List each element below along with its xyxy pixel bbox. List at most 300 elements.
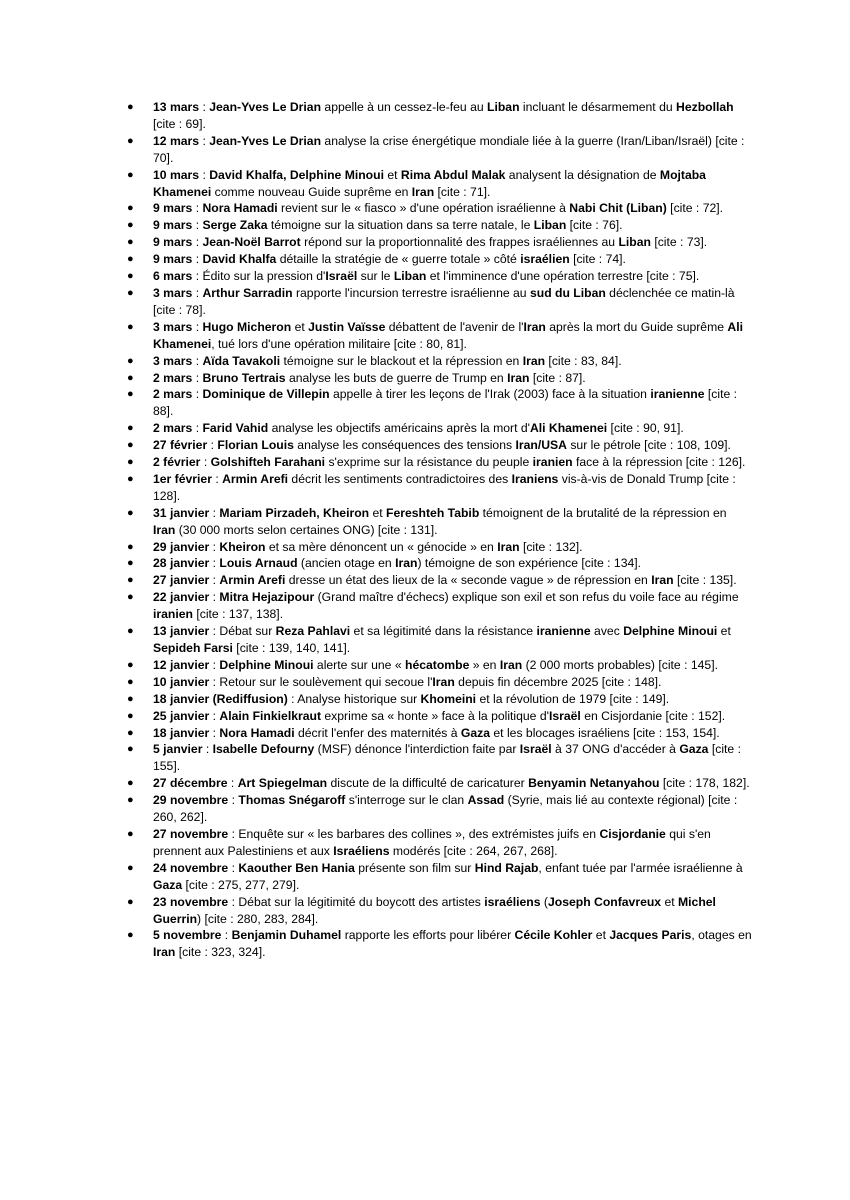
bold-text: 27 février	[153, 438, 208, 453]
text-run: avec	[590, 624, 624, 639]
text-run: :	[207, 438, 218, 453]
text-run: et	[592, 928, 610, 943]
bullet-icon: ●	[127, 506, 134, 519]
list-item	[127, 167, 752, 201]
text-run: » en	[469, 657, 500, 672]
bullet-icon: ●	[127, 388, 134, 401]
text-run: analyse les conséquences des tensions	[293, 438, 516, 453]
bold-text: Golshifteh Farahani	[210, 455, 326, 470]
text-run: analyse les objectifs américains après la mort d'	[268, 421, 530, 436]
text-run: décrit l'enfer des maternités à	[294, 725, 461, 740]
list-item	[127, 353, 752, 370]
bullet-icon: ●	[127, 777, 134, 790]
list-item	[127, 386, 752, 420]
text-run: [cite : 71].	[434, 184, 491, 199]
text-run: s'interroge sur le clan	[345, 793, 468, 808]
text-run: [cite : 137, 138].	[192, 607, 284, 622]
text-run: :	[211, 471, 223, 486]
text-run: [cite : 155].	[153, 742, 741, 774]
text-run: analyse la crise énergétique mondiale liée à la guerre (Iran/Liban/Israël) [cite : 70].	[153, 133, 745, 165]
text-run: :	[209, 657, 220, 672]
bullet-icon: ●	[127, 101, 134, 113]
list-item	[127, 505, 752, 539]
text-run: s'exprime sur la résistance du peuple	[325, 455, 533, 470]
bold-text: 31 janvier	[153, 505, 210, 520]
bold-text: Michel Guerrin	[153, 894, 716, 926]
bullet-icon: ●	[127, 422, 134, 435]
text-run: [cite : 135].	[673, 573, 737, 588]
list-item	[127, 623, 752, 657]
text-run: [cite : 178, 182].	[659, 776, 750, 791]
text-run: :	[192, 353, 203, 368]
bold-text: 25 janvier	[153, 708, 210, 723]
text-run: sur le pétrole [cite : 108, 109].	[566, 438, 731, 453]
bold-text: Iran	[411, 184, 435, 199]
bold-text: Iran	[432, 674, 455, 689]
bold-text: Farid Vahid	[202, 421, 269, 436]
bullet-icon: ●	[127, 439, 134, 452]
bullet-icon: ●	[127, 709, 134, 722]
bold-text: 13 janvier	[153, 624, 210, 639]
list-item	[127, 539, 752, 556]
bold-text: 9 mars	[153, 218, 193, 233]
bold-text: Benjamin Duhamel	[231, 928, 342, 943]
text-run: et sa légitimité dans la résistance	[350, 624, 537, 639]
text-run: :	[192, 218, 203, 233]
list-item	[127, 708, 752, 725]
text-run: :	[199, 133, 210, 148]
bold-text: Iraniens	[511, 471, 559, 486]
text-run: revient sur le « fiasco » d'une opération israélienne à	[277, 201, 570, 216]
bold-text: Mitra Hejazipour	[219, 590, 315, 605]
list-item	[127, 691, 752, 708]
text-run: (Syrie, mais lié au contexte régional) [cite : 260, 262].	[153, 793, 738, 825]
text-run: : Édito sur la pression d'	[192, 269, 326, 284]
list-item	[127, 775, 752, 792]
text-run: [cite : 323, 324].	[175, 945, 266, 960]
list-item	[127, 572, 752, 589]
bullet-icon: ●	[127, 794, 134, 807]
bold-text: Assad	[467, 793, 505, 808]
bold-text: Iran	[651, 573, 674, 588]
bold-text: Gaza	[679, 742, 709, 757]
list-item	[127, 319, 752, 353]
text-run: : Analyse historique sur	[287, 691, 421, 706]
bold-text: Reza Pahlavi	[275, 624, 351, 639]
bold-text: Kheiron	[219, 539, 266, 554]
text-run: [cite : 73].	[650, 235, 708, 250]
text-run: analyse les buts de guerre de Trump en	[285, 370, 508, 385]
bold-text: Arthur Sarradin	[202, 285, 293, 300]
bullet-icon: ●	[127, 726, 134, 739]
bold-text: Ali Khamenei	[529, 421, 608, 436]
list-item	[127, 420, 752, 437]
bullet-icon: ●	[127, 540, 134, 553]
text-run: :	[209, 590, 220, 605]
bold-text: 2 mars	[153, 387, 193, 402]
text-run: et les blocages israéliens [cite : 153, 154].	[490, 725, 720, 740]
bold-text: Liban	[487, 100, 520, 114]
text-run: (30 000 morts selon certaines ONG) [cite : 131].	[175, 522, 438, 537]
text-run: et	[717, 624, 731, 639]
bold-text: Louis Arnaud	[219, 556, 298, 571]
bold-text: 24 novembre	[153, 860, 229, 875]
bold-text: 29 novembre	[153, 793, 229, 808]
text-run: répond sur la proportionnalité des frappes israéliennes au	[300, 235, 619, 250]
bullet-icon: ●	[127, 202, 134, 215]
bullet-icon: ●	[127, 895, 134, 908]
text-run: détaille la stratégie de « guerre totale » côté	[276, 252, 521, 267]
list-item	[127, 217, 752, 234]
text-run: sur le	[357, 269, 394, 284]
text-run: dresse un état des lieux de la « seconde vague » de répression en	[285, 573, 652, 588]
bold-text: Mojtaba Khamenei	[153, 167, 706, 199]
list-item	[127, 471, 752, 505]
text-run: rapporte l'incursion terrestre israélienne au	[292, 285, 530, 300]
text-run: appelle à un cessez-le-feu au	[321, 100, 488, 114]
bullet-icon: ●	[127, 929, 134, 942]
bold-text: Mariam Pirzadeh, Kheiron	[219, 505, 370, 520]
bullet-icon: ●	[127, 354, 134, 367]
bold-text: Iran	[153, 945, 176, 960]
list-item	[127, 894, 752, 928]
text-run: présente son film sur	[354, 860, 475, 875]
bold-text: Liban	[393, 269, 427, 284]
bullet-icon: ●	[127, 456, 134, 469]
text-run: déclenchée ce matin-là [cite : 78].	[153, 285, 735, 317]
text-run: [cite : 87].	[529, 370, 586, 385]
bold-text: Bruno Tertrais	[202, 370, 286, 385]
bold-text: Armin Arefi	[219, 573, 286, 588]
bold-text: Jean-Yves Le Drian	[209, 100, 322, 114]
bold-text: Liban	[533, 218, 567, 233]
text-run: à 37 ONG d'accéder à	[551, 742, 680, 757]
bold-text: Iran	[523, 319, 546, 334]
text-run: [cite : 83, 84].	[545, 353, 622, 368]
bold-text: iranien	[153, 607, 193, 622]
bold-text: Benyamin Netanyahou	[528, 776, 660, 791]
text-run: et	[383, 167, 401, 182]
text-run: ) témoigne de son expérience [cite : 134].	[417, 556, 642, 571]
bold-text: Hugo Micheron	[202, 319, 292, 334]
bold-text: 2 février	[153, 455, 201, 470]
bullet-icon: ●	[127, 591, 134, 604]
list-item	[127, 99, 752, 133]
text-run: face à la répression [cite : 126].	[572, 455, 746, 470]
text-run: :	[192, 370, 203, 385]
bold-text: Rima Abdul Malak	[400, 167, 506, 182]
bold-text: Florian Louis	[217, 438, 294, 453]
text-run: et	[661, 894, 679, 909]
bold-text: 9 mars	[153, 235, 193, 250]
text-run: qui s'en prennent aux Palestiniens et aux	[153, 826, 711, 858]
bold-text: 18 janvier	[153, 725, 210, 740]
bold-text: 27 décembre	[153, 776, 228, 791]
bold-text: Ali Khamenei	[153, 319, 743, 351]
text-run: :	[199, 167, 210, 182]
text-run: :	[192, 201, 203, 216]
bold-text: Israël	[325, 269, 358, 284]
bold-text: Art Spiegelman	[237, 776, 328, 791]
text-run: depuis fin décembre 2025 [cite : 148].	[454, 674, 662, 689]
text-run: [cite : 72].	[666, 201, 724, 216]
bold-text: Isabelle Defourny	[212, 742, 315, 757]
text-run: (	[540, 894, 548, 909]
text-run: , enfant tuée par l'armée israélienne à	[538, 860, 743, 875]
text-run: [cite : 275, 277, 279].	[182, 877, 300, 892]
text-run: [cite : 69].	[153, 116, 206, 131]
text-run: [cite : 88].	[153, 387, 738, 419]
bold-text: israéliens	[484, 894, 541, 909]
bold-text: Khomeini	[420, 691, 477, 706]
bold-text: 2 mars	[153, 421, 193, 436]
bold-text: Cisjordanie	[599, 826, 666, 841]
text-run: (MSF) dénonce l'interdiction faite par	[314, 742, 520, 757]
text-run: :	[228, 860, 239, 875]
list-item	[127, 234, 752, 251]
text-run: :	[192, 252, 203, 267]
bold-text: David Khalfa, Delphine Minoui	[209, 167, 384, 182]
bold-text: Nora Hamadi	[202, 201, 278, 216]
text-run: et	[369, 505, 387, 520]
bold-text: Iran	[153, 522, 176, 537]
text-run: vis-à-vis de Donald Trump [cite : 128].	[153, 471, 736, 503]
text-run: [cite : 74].	[569, 252, 626, 267]
text-run: et sa mère dénoncent un « génocide » en	[265, 539, 498, 554]
bold-text: 10 mars	[153, 167, 200, 182]
text-run: comme nouveau Guide suprême en	[211, 184, 412, 199]
list-item	[127, 725, 752, 742]
list-item	[127, 674, 752, 691]
list-item	[127, 927, 752, 961]
bold-text: Liban	[618, 235, 651, 250]
bold-text: 12 mars	[153, 133, 200, 148]
list-item	[127, 133, 752, 167]
bold-text: Iran	[507, 370, 530, 385]
text-run: :	[192, 387, 203, 402]
bold-text: Israël	[519, 742, 552, 757]
bold-text: 5 novembre	[153, 928, 222, 943]
bold-text: Cécile Kohler	[514, 928, 593, 943]
bold-text: Israéliens	[333, 843, 390, 858]
bold-text: 9 mars	[153, 252, 193, 267]
text-run: :	[202, 742, 213, 757]
bold-text: iranienne	[536, 624, 591, 639]
bold-text: iranienne	[650, 387, 705, 402]
bullet-icon: ●	[127, 625, 134, 638]
bullet-icon: ●	[127, 134, 134, 147]
list-item	[127, 285, 752, 319]
bullet-icon: ●	[127, 270, 134, 283]
bullet-icon: ●	[127, 219, 134, 232]
list-item	[127, 200, 752, 217]
bold-text: iranien	[532, 455, 573, 470]
text-run: discute de la difficulté de caricaturer	[327, 776, 529, 791]
list-item	[127, 657, 752, 674]
text-run: , otages en	[691, 928, 752, 943]
bold-text: 3 mars	[153, 285, 193, 300]
list-item	[127, 826, 752, 860]
bullet-icon: ●	[127, 320, 134, 333]
bold-text: Iran	[522, 353, 546, 368]
list-item	[127, 437, 752, 454]
text-run: en Cisjordanie [cite : 152].	[580, 708, 726, 723]
bullet-icon: ●	[127, 658, 134, 671]
text-run: débattent de l'avenir de l'	[385, 319, 524, 334]
bold-text: Aïda Tavakoli	[202, 353, 281, 368]
bullet-icon: ●	[127, 827, 134, 840]
text-run: (Grand maître d'échecs) explique son exil et son refus du voile face au régime	[314, 590, 739, 605]
text-run: exprime sa « honte » face à la politique d'	[321, 708, 549, 723]
bold-text: Joseph Confavreux	[547, 894, 662, 909]
list-item	[127, 555, 752, 572]
text-run: analysent la désignation de	[505, 167, 660, 182]
bold-text: 23 novembre	[153, 894, 229, 909]
bold-text: Jean-Yves Le Drian	[209, 133, 322, 148]
list-item	[127, 860, 752, 894]
list-item	[127, 589, 752, 623]
bold-text: Jacques Paris	[609, 928, 692, 943]
bullet-icon: ●	[127, 371, 134, 384]
bold-text: Dominique de Villepin	[202, 387, 330, 402]
list-item	[127, 741, 752, 775]
text-run: [cite : 132].	[519, 539, 583, 554]
text-run: rapporte les efforts pour libérer	[341, 928, 515, 943]
bold-text: 29 janvier	[153, 539, 210, 554]
bold-text: israélien	[520, 252, 570, 267]
bullet-icon: ●	[127, 472, 134, 485]
bold-text: 22 janvier	[153, 590, 210, 605]
bullet-icon: ●	[127, 253, 134, 266]
bullet-icon: ●	[127, 557, 134, 570]
text-run: : Débat sur	[209, 624, 276, 639]
text-run: , tué lors d'une opération militaire [cite : 80, 81].	[211, 336, 467, 351]
text-run: après la mort du Guide suprême	[545, 319, 728, 334]
text-run: témoigne sur le blackout et la répression en	[280, 353, 523, 368]
bold-text: 2 mars	[153, 370, 193, 385]
text-run: :	[199, 100, 210, 114]
text-run: incluant le désarmement du	[519, 100, 677, 114]
text-run: [cite : 76].	[566, 218, 623, 233]
text-run: témoignent de la brutalité de la répression en	[479, 505, 727, 520]
list-item	[127, 251, 752, 268]
text-run: : Débat sur la légitimité du boycott des artistes	[228, 894, 485, 909]
bold-text: 6 mars	[153, 269, 193, 284]
bold-text: Gaza	[153, 877, 183, 892]
bold-text: Thomas Snégaroff	[238, 793, 346, 808]
list-item	[127, 792, 752, 826]
bold-text: David Khalfa	[202, 252, 277, 267]
text-run: décrit les sentiments contradictoires des	[288, 471, 512, 486]
bullet-icon: ●	[127, 286, 134, 299]
list-item	[127, 268, 752, 285]
text-run: :	[209, 539, 220, 554]
bold-text: Sepideh Farsi	[153, 641, 233, 655]
bullet-icon: ●	[127, 692, 134, 705]
bold-text: Iran	[497, 539, 520, 554]
bold-text: 27 novembre	[153, 826, 229, 841]
text-run: :	[228, 793, 239, 808]
bold-text: Alain Finkielkraut	[219, 708, 322, 723]
bold-text: hécatombe	[405, 657, 470, 672]
text-run: ) [cite : 280, 283, 284].	[197, 911, 319, 926]
bold-text: Iran	[499, 657, 523, 672]
text-run: :	[209, 556, 220, 571]
bold-text: Fereshteh Tabib	[386, 505, 480, 520]
bold-text: Nabi Chit (Liban)	[569, 201, 667, 216]
text-run: :	[192, 235, 203, 250]
bold-text: 10 janvier	[153, 674, 210, 689]
text-run: :	[221, 928, 232, 943]
bold-text: Kaouther Ben Hania	[238, 860, 355, 875]
bold-text: Hezbollah	[676, 100, 734, 114]
text-run: modérés [cite : 264, 267, 268].	[389, 843, 558, 858]
bold-text: 12 janvier	[153, 657, 210, 672]
text-run: : Retour sur le soulèvement qui secoue l'	[209, 674, 433, 689]
text-run: appelle à tirer les leçons de l'Irak (2003) face à la situation	[329, 387, 651, 402]
bold-text: sud du Liban	[529, 285, 606, 300]
bold-text: 27 janvier	[153, 573, 210, 588]
text-run: :	[209, 573, 220, 588]
text-run: :	[192, 285, 203, 300]
text-run: [cite : 139, 140, 141].	[232, 641, 351, 655]
bold-text: 3 mars	[153, 353, 193, 368]
bold-text: Delphine Minoui	[623, 624, 718, 639]
bold-text: 5 janvier	[153, 742, 203, 757]
bold-text: 3 mars	[153, 319, 193, 334]
text-run: :	[192, 319, 203, 334]
bullet-icon: ●	[127, 236, 134, 249]
bold-text: Serge Zaka	[202, 218, 268, 233]
bold-text: Armin Arefi	[222, 471, 289, 486]
bold-text: Iran	[395, 556, 418, 571]
text-run: et	[291, 319, 309, 334]
bullet-icon: ●	[127, 861, 134, 874]
bold-text: 9 mars	[153, 201, 193, 216]
text-run: :	[192, 421, 203, 436]
text-run: (ancien otage en	[297, 556, 396, 571]
text-run: :	[209, 505, 220, 520]
list-item	[127, 370, 752, 387]
bold-text: Gaza	[460, 725, 491, 740]
bullet-icon: ●	[127, 168, 134, 181]
text-run: témoigne sur la situation dans sa terre natale, le	[267, 218, 534, 233]
list-item	[127, 454, 752, 471]
bold-text: Israël	[548, 708, 581, 723]
bold-text: 28 janvier	[153, 556, 210, 571]
text-run: : Enquête sur « les barbares des collines », des extrémistes juifs en	[228, 826, 600, 841]
text-run: :	[209, 708, 220, 723]
bullet-icon: ●	[127, 743, 134, 756]
text-run: et l'imminence d'une opération terrestre [cite : 75].	[426, 269, 700, 284]
bold-text: Iran/USA	[515, 438, 567, 453]
bold-text: Hind Rajab	[474, 860, 539, 875]
text-run: alerte sur une «	[313, 657, 405, 672]
bold-text: 1er février	[153, 471, 212, 486]
bullet-icon: ●	[127, 675, 134, 688]
text-run: (2 000 morts probables) [cite : 145].	[522, 657, 718, 672]
bullet-list	[127, 99, 752, 961]
bold-text: Delphine Minoui	[219, 657, 314, 672]
text-run: [cite : 90, 91].	[607, 421, 684, 436]
text-run: et la révolution de 1979 [cite : 149].	[476, 691, 670, 706]
bold-text: Justin Vaïsse	[308, 319, 386, 334]
bold-text: 13 mars	[153, 100, 200, 114]
text-run: :	[227, 776, 238, 791]
bold-text: Jean-Noël Barrot	[202, 235, 301, 250]
text-run: :	[209, 725, 220, 740]
bold-text: Nora Hamadi	[219, 725, 295, 740]
